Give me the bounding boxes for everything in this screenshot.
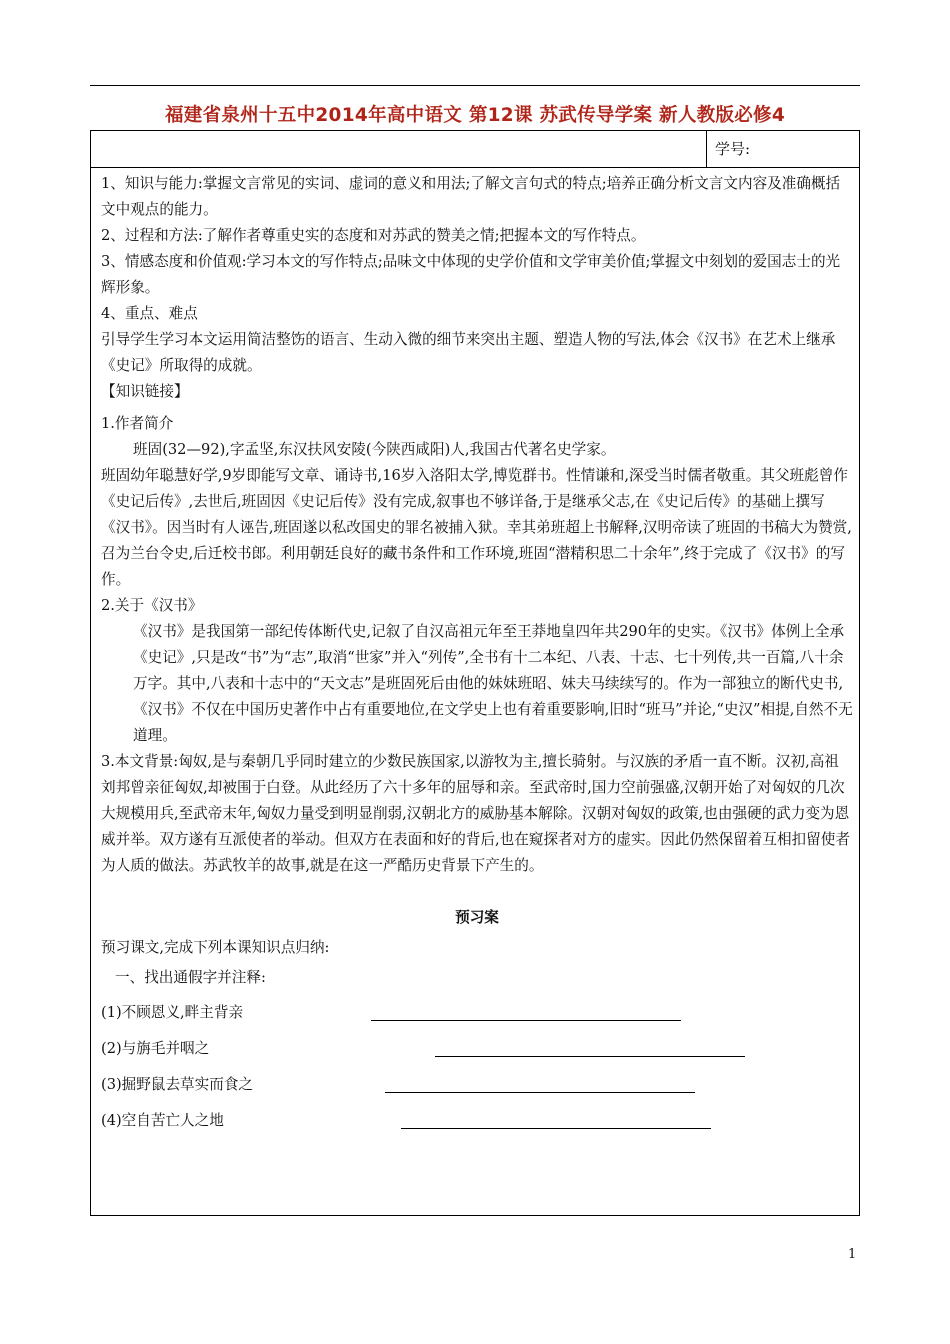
author-heading: 1.作者简介 xyxy=(101,415,174,432)
top-rule xyxy=(90,85,860,86)
exercise-prompt: (1)不顾恩义,畔主背亲 xyxy=(101,1004,244,1021)
exercise-prompt: (4)空自苦亡人之地 xyxy=(101,1112,224,1129)
preview-heading: 预习案 xyxy=(455,909,499,926)
preview-instruction: 预习课文,完成下列本课知识点归纳: xyxy=(101,939,330,956)
knowledge-link-heading: 【知识链接】 xyxy=(101,383,189,400)
objective-knowledge: 1、知识与能力:掌握文言常见的实词、虚词的意义和用法;了解文言句式的特点;培养正确分析文言文内容及准确概括文中观点的能力。 xyxy=(101,175,841,218)
document-title: 福建省泉州十五中2014年高中语文 第12课 苏武传导学案 新人教版必修4 xyxy=(164,105,786,126)
answer-blank[interactable] xyxy=(385,1092,695,1093)
book-heading: 2.关于《汉书》 xyxy=(101,597,203,614)
exercise-item xyxy=(101,995,853,1031)
header-row xyxy=(91,131,859,168)
answer-blank[interactable] xyxy=(435,1056,745,1057)
student-number-cell: 学号: xyxy=(706,131,859,167)
exercise-prompt: (3)掘野鼠去草实而食之 xyxy=(101,1076,254,1093)
objective-key-points: 引导学生学习本文运用简洁整饬的语言、生动入微的细节来突出主题、塑造人物的写法,体会《汉书》在艺术上继承《史记》所取得的成就。 xyxy=(101,331,836,374)
answer-blank[interactable] xyxy=(371,1020,681,1021)
page-number: 1 xyxy=(848,1247,857,1262)
exercise-item xyxy=(101,1103,853,1139)
author-intro: 班固(32—92),字孟坚,东汉扶风安陵(今陕西咸阳)人,我国古代著名史学家。 xyxy=(133,441,616,458)
book-body: 《汉书》是我国第一部纪传体断代史,记叙了自汉高祖元年至王莽地皇四年共290年的史实。《汉书》体例上全承《史记》,只是改“书”为“志”,取消“世家”并入“列传”,全书有十二本纪、八表、十志、七十列传,共一百篇,八十余万字。其中,八表和十志中的“天文志”是班固死后由他的妹妹班昭、妹夫马续续写的。作为一部独立的断代史书,《汉书》不仅在中国历史著作中占有重要地位,在文学史上也有着重要影响,旧时“班马”并论,“史汉”相提,自然不无道理。 xyxy=(133,623,853,744)
objective-process: 2、过程和方法:了解作者尊重史实的态度和对苏武的赞美之情;把握本文的写作特点。 xyxy=(101,227,646,244)
background-paragraph: 3.本文背景:匈奴,是与秦朝几乎同时建立的少数民族国家,以游牧为主,擅长骑射。与汉族的矛盾一直不断。汉初,高祖刘邦曾亲征匈奴,却被围于白登。从此经历了六十多年的屈辱和亲。至武帝时,国力空前强盛,汉朝开始了对匈奴的几次大规模用兵,至武帝末年,匈奴力量受到明显削弱,汉朝北方的威胁基本解除。汉朝对匈奴的政策,也由强硬的武力变为恩威并举。双方遂有互派使者的举动。但双方在表面和好的背后,也在窥探者对方的虚实。因此仍然保留着互相扣留使者为人质的做法。苏武牧羊的故事,就是在这一严酷历史背景下产生的。 xyxy=(101,753,850,874)
preview-section-heading: 一、找出通假字并注释: xyxy=(115,969,266,986)
main-table xyxy=(90,130,860,1216)
objective-emotion: 3、情感态度和价值观:学习本文的写作特点;品味文中体现的史学价值和文学审美价值;掌握文中刻划的爱国志士的光辉形象。 xyxy=(101,253,841,296)
author-body: 班固幼年聪慧好学,9岁即能写文章、诵诗书,16岁入洛阳太学,博览群书。性情谦和,深受当时儒者敬重。其父班彪曾作《史记后传》,去世后,班固因《史记后传》没有完成,叙事也不够详备,于是继承父志,在《史记后传》的基础上撰写《汉书》。因当时有人诬告,班固遂以私改国史的罪名被捕入狱。幸其弟班超上书解释,汉明帝读了班固的书稿大为赞赏,召为兰台令史,后迁校书郎。利用朝廷良好的藏书条件和工作环境,班固“潜精积思二十余年”,终于完成了《汉书》的写作。 xyxy=(101,467,852,588)
answer-blank[interactable] xyxy=(401,1128,711,1129)
exercise-item xyxy=(101,1031,853,1067)
exercise-prompt: (2)与旃毛并咽之 xyxy=(101,1040,210,1057)
objective-key-points-heading: 4、重点、难点 xyxy=(101,305,198,322)
content-area xyxy=(101,171,853,1139)
exercise-item xyxy=(101,1067,853,1103)
